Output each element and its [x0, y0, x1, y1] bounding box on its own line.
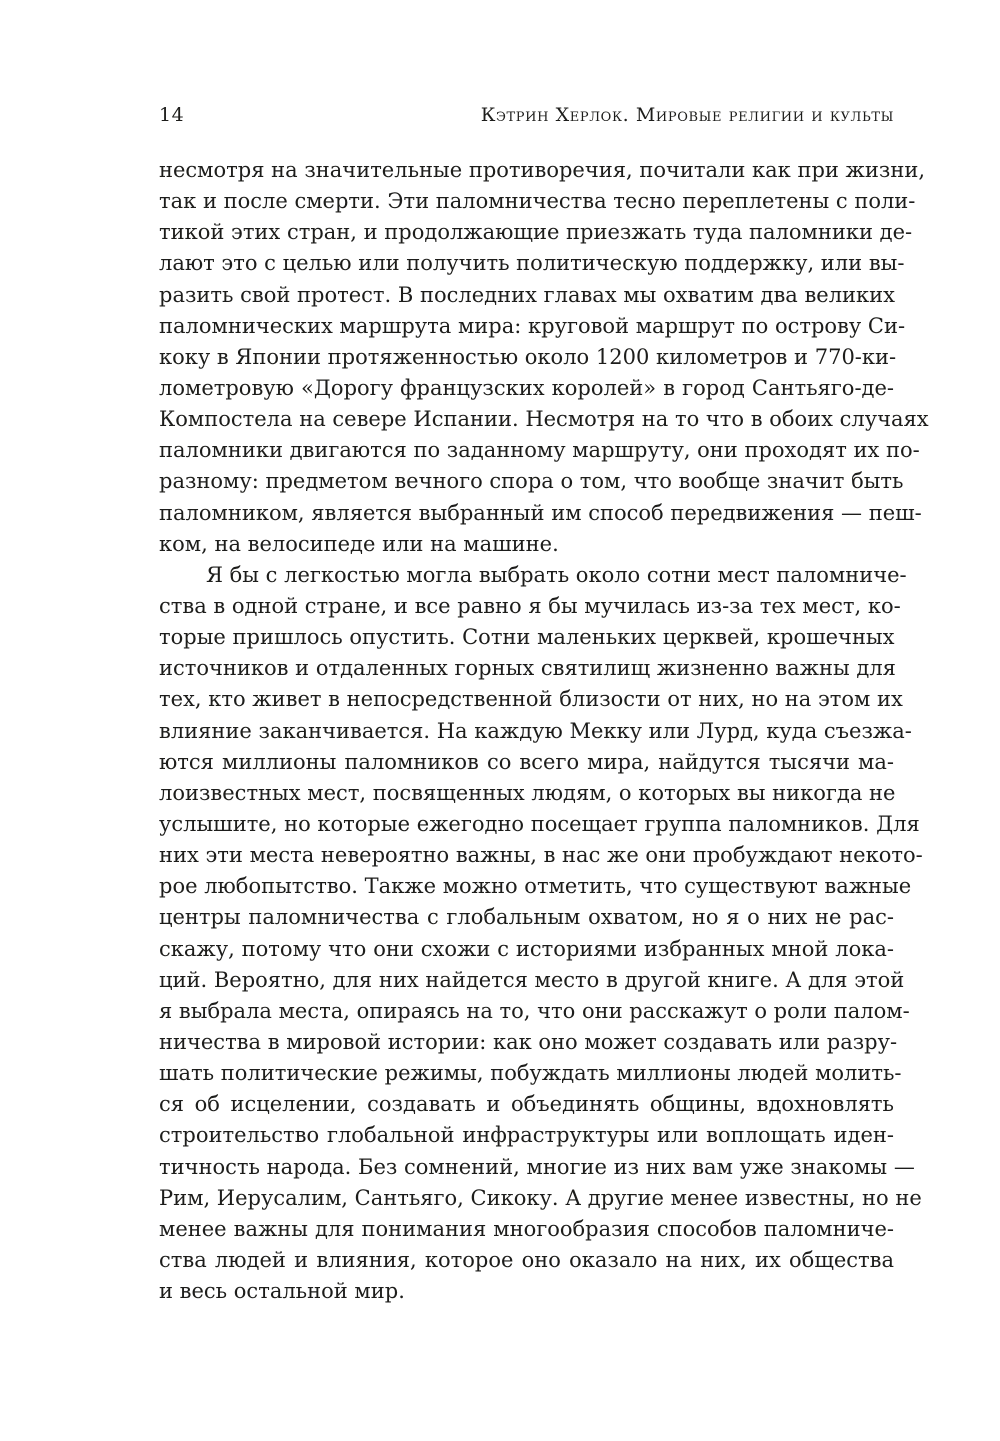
text-line: ком, на велосипеде или на машине.	[159, 531, 559, 556]
text-line: ются миллионы паломников со всего мира, найдутся тысячи ма-	[159, 749, 894, 774]
text-line: них эти места невероятно важны, в нас же они пробуждают некото-	[159, 843, 923, 868]
page-number: 14	[159, 104, 185, 126]
text-line: строительство глобальной инфраструктуры или воплощать иден-	[159, 1123, 894, 1148]
text-line: Рим, Иерусалим, Сантьяго, Сикоку. А другие менее известны, но не	[159, 1185, 922, 1210]
text-line: ства в одной стране, и все равно я бы мучилась из-за тех мест, ко-	[159, 593, 901, 618]
text-line: скажу, потому что они схожи с историями избранных мной лока-	[159, 936, 894, 961]
text-line: тех, кто живет в непосредственной близости от них, но на этом их	[159, 687, 903, 712]
text-line: ничества в мировой истории: как оно может создавать или разру-	[159, 1029, 898, 1054]
paragraph	[159, 155, 929, 560]
text-line: лают это с целью или получить политическую поддержку, или вы-	[159, 251, 905, 276]
text-line: влияние заканчивается. На каждую Мекку или Лурд, куда съезжа-	[159, 718, 912, 743]
text-line: рое любопытство. Также можно отметить, что существуют важные	[159, 874, 912, 899]
text-line: коку в Японии протяженностью около 1200 километров и 770-ки-	[159, 344, 897, 369]
text-line: источников и отдаленных горных святилищ жизненно важны для	[159, 656, 896, 681]
text-line: паломники двигаются по заданному маршруту, они проходят их по-	[159, 438, 920, 463]
text-line: я выбрала места, опираясь на то, что они расскажут о роли палом-	[159, 998, 910, 1023]
text-line: шать политические режимы, побуждать миллионы людей молить-	[159, 1061, 902, 1086]
body-text	[159, 155, 929, 1307]
text-line: паломнических маршрута мира: круговой маршрут по острову Си-	[159, 313, 906, 338]
text-line: и весь остальной мир.	[159, 1279, 405, 1304]
text-line: разить свой протест. В последних главах мы охватим два великих	[159, 282, 896, 307]
running-title: Кэтрин Херлок. Мировые религии и культы	[480, 104, 894, 126]
text-line: Я бы с легкостью могла выбрать около сотни мест паломниче-	[206, 562, 907, 587]
text-line: разному: предметом вечного спора о том, что вообще значит быть	[159, 469, 904, 494]
text-line: ства людей и влияния, которое оно оказало на них, их общества	[159, 1247, 894, 1272]
text-line: ся об исцелении, создавать и объединять общины, вдохновлять	[159, 1092, 894, 1117]
text-line: центры паломничества с глобальным охватом, но я о них не рас-	[159, 905, 894, 930]
text-line: паломником, является выбранный им способ передвижения — пеш-	[159, 500, 922, 525]
text-line: лоизвестных мест, посвященных людям, о которых вы никогда не	[159, 780, 896, 805]
text-line: торые пришлось опустить. Сотни маленьких церквей, крошечных	[159, 625, 895, 650]
text-line: Компостела на севере Испании. Несмотря на то что в обоих случаях	[159, 407, 929, 432]
text-line: тичность народа. Без сомнений, многие из них вам уже знакомы —	[159, 1154, 915, 1179]
text-line: несмотря на значительные противоречия, почитали как при жизни,	[159, 158, 925, 182]
text-line: ций. Вероятно, для них найдется место в другой книге. А для этой	[159, 967, 905, 992]
page-header	[159, 100, 894, 130]
text-line: услышите, но которые ежегодно посещает группа паломников. Для	[159, 811, 920, 836]
text-line: так и после смерти. Эти паломничества тесно переплетены с поли-	[159, 189, 916, 214]
text-line: лометровую «Дорогу французских королей» в город Сантьяго-де-	[159, 375, 894, 400]
text-line: менее важны для понимания многообразия способов паломниче-	[159, 1216, 894, 1241]
text-line: тикой этих стран, и продолжающие приезжать туда паломники де-	[159, 220, 913, 245]
paragraph	[159, 560, 923, 1307]
